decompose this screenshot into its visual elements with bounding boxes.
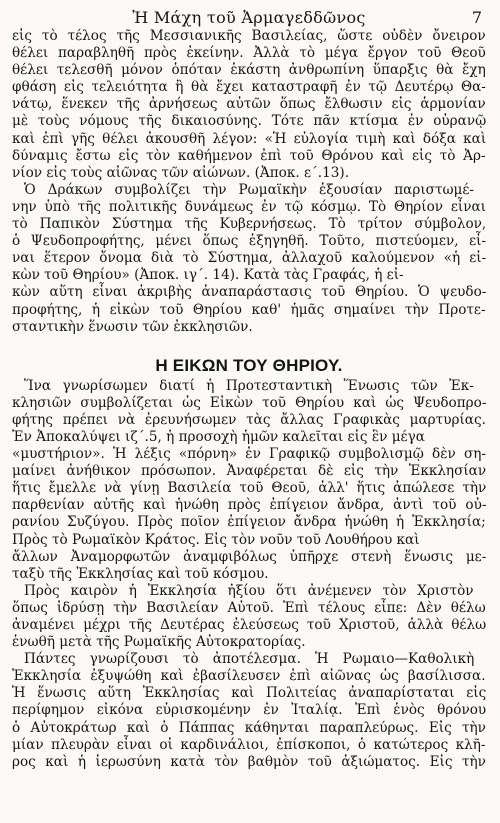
paragraph-2 <box>12 182 486 336</box>
text-line: ναι ἕτερον ὄνομα διὰ τὸ Σύστημα, ἀλλαχοῦ καλούμενον «ἡ εἰ- <box>12 250 487 267</box>
text-line: θέλει παραβληθῆ πρὸς ἐκείνην. Ἀλλὰ τὸ μέγα ἔργον τοῦ Θεοῦ <box>12 45 486 62</box>
text-line: εἰς τὸ τέλος τῆς Μεσσιανικῆς Βασιλείας, ὥστε οὐδὲν ὄνειρον <box>12 28 486 44</box>
text-line: φθάση εἰς τελειότητα ἢ θὰ ἔχει καταστραφῆ ἐν τῷ Δευτέρῳ Θα- <box>12 79 486 96</box>
text-line: τὸ Παπικὸν Σύστημα τῆς Κυβερνήσεως. Τὸ τρίτον σύμβολον, <box>12 216 487 233</box>
text-line: Πάντες γνωρίζουσι τὸ ἀποτέλεσμα. Ἡ Ρωμαιο—Καθολικὴ <box>24 651 475 668</box>
text-line: Πρὸς καιρὸν ἡ Ἐκκλησία ἠξίου ὅτι ἀνέμενεν τὸν Χριστὸν <box>24 582 474 599</box>
page-number: 7 <box>471 8 482 27</box>
text-line: φήτης πρέπει νὰ ἐρευνήσωμεν τὰς ἄλλας Γραφικὰς μαρτυρίας. <box>12 411 486 428</box>
text-line: ἥτις ἔμελλε νὰ γίνῃ Βασιλεία τοῦ Θεοῦ, ἀλλ' ἥτις ἀπώλεσε τὴν <box>12 480 487 497</box>
text-line: νην ὑπὸ τῆς πολιτικῆς δυνάμεως ἐν τῷ κόσμῳ. Τὸ Θηρίον εἶναι <box>12 198 486 215</box>
text-line: θέλει τελεσθῆ μόνον ὁπόταν ἑκάστη ἀνθρωπίνη ὕπαρξις θὰ ἔχη <box>12 62 486 79</box>
text-line: ρανίου Συζύγου. Πρὸς ποῖον ἐπίγειον ἄνδρα ἡνώθη ἡ Ἐκκλησία; <box>12 514 486 531</box>
text-line: δύναμις ἔστω εἰς τὸν καθήμενον ἐπὶ τοῦ Θρόνου καὶ εἰς τὸ Ἀρ- <box>12 147 486 164</box>
paragraph-4 <box>12 583 486 651</box>
text-line: Ἐν Ἀποκαλύψει ιζ΄.5, ἡ προσοχὴ ἡμῶν καλεῖται εἰς ἓν μέγα <box>12 428 425 445</box>
text-line: κὼν τοῦ Θηρίου» (Ἀποκ. ιγ΄. 14). Κατὰ τὰς Γραφάς, ἡ εἰ- <box>12 267 404 284</box>
text-line: παρθενίαν αὐτῆς καὶ ἡνώθη πρὸς ἐπίγειον ἄνδρα, ἀντὶ τοῦ οὐ- <box>12 497 487 514</box>
text-line: προφήτης, ἡ εἰκὼν τοῦ Θηρίου καθ' ἡμᾶς σημαίνει τὴν Προτε- <box>12 301 486 318</box>
text-line: Ὁ Δράκων συμβολίζει τὴν Ρωμαϊκὴν ἐξουσίαν παριστωμέ- <box>24 181 475 198</box>
running-title: Ἡ Μάχη τοῦ Ἀρμαγεδδῶνος <box>132 8 366 27</box>
text-line: ταξὺ τῆς Ἐκκλησίας καὶ τοῦ κόσμου. <box>12 565 269 582</box>
paragraph-5 <box>12 651 486 771</box>
text-line: Ἵνα γνωρίσωμεν διατί ἡ Προτεσταντικὴ Ἕνωσις τῶν Ἐκ- <box>24 377 474 394</box>
text-line: Ἐκκλησία ἐξυψώθη καὶ ἐβασίλευσεν ἐπὶ αἰῶνας ὡς βασίλισσα. <box>12 668 486 685</box>
text-line: μαίνει ἀνήθικον πρόσωπον. Ἀναφέρεται δὲ εἰς τὴν Ἐκκλησίαν <box>12 463 487 480</box>
text-line: μὲ τοὺς νόμους τῆς δικαιοσύνης. Τότε πᾶν κτίσμα ἐν οὐρανῷ <box>12 113 487 130</box>
text-line: ρος καὶ ἡ ἱερωσύνη κατὰ τὸν βαθμὸν τοῦ ἀξιώματος. Εἰς τὴν <box>12 753 486 770</box>
text-line: Ἡ ἕνωσις αὕτη Ἐκκλησίας καὶ Πολιτείας ἀναπαρίσταται εἰς <box>12 685 487 702</box>
text-line: ἀναμένει μέχρι τῆς Δευτέρας ἐλεύσεως τοῦ Χριστοῦ, ἀλλὰ θέλω <box>12 617 487 633</box>
text-line: καὶ ἐπὶ γῆς θέλει ἀκουσθῆ λέγον: «Ἡ εὐλογία τιμὴ καὶ δόξα καὶ <box>12 130 487 147</box>
text-line: μίαν πλευρὰν εἶναι οἱ καρδινάλιοι, ἐπίσκοποι, ὁ κατώτερος κλῆ- <box>12 736 486 753</box>
text-line: «μυστήριον». Ἡ λέξις «πόρνη» ἐν Γραφικῷ συμβολισμῷ δὲν ση- <box>12 446 486 463</box>
paragraph-1 <box>12 28 486 182</box>
section-heading: Η ΕΙΚΩΝ ΤΟΥ ΘΗΡΙΟΥ. <box>155 355 343 375</box>
text-line: Πρὸς τὸ Ρωμαϊκὸν Κράτος. Εἰς τὸν νοῦν τοῦ Λουθήρου καὶ <box>12 531 420 548</box>
running-header <box>12 6 486 28</box>
text-line: περίφημον εἰκόνα εὑρισκομένην ἐν Ἰταλίᾳ. Ἐπὶ ἑνὸς θρόνου <box>12 702 487 719</box>
text-line: νάτῳ, ἕνεκεν τῆς ἀρνήσεως αὐτῶν ὅπως ἔλθωσιν εἰς ἁρμονίαν <box>12 96 486 113</box>
paragraph-3 <box>12 378 486 583</box>
text-line: νίον εἰς τοὺς αἰῶνας τῶν αἰώνων. (Ἀποκ. ε΄.13). <box>12 164 350 181</box>
text-line: κλησιῶν συμβολίζεται ὡς Εἰκὼν τοῦ Θηρίου καὶ ὡς Ψευδοπρο- <box>12 394 487 411</box>
text-line: ἄλλων Ἀναμορφωτῶν ἀναμφιβόλως ὑπῆρχε στενὴ ἕνωσις με- <box>12 548 487 565</box>
text-line: ὁ Αὐτοκράτωρ καὶ ὁ Πάππας κάθηνται παραπλεύρως. Εἰς τὴν <box>12 719 486 736</box>
text-line: ὅπως ἱδρύσῃ τὴν Βασιλείαν Αὐτοῦ. Ἐπὶ τέλους εἶπε: Δὲν θέλω <box>12 599 486 616</box>
text-line: κὼν αὕτη εἶναι ἀκριβὴς ἀναπαράστασις τοῦ Θηρίου. Ὁ ψευδο- <box>12 284 487 301</box>
text-line: σταντικὴν ἕνωσιν τῶν ἐκκλησιῶν. <box>12 318 253 335</box>
section-gap <box>12 336 486 356</box>
text-line: ἑνωθῆ μετὰ τῆς Ρωμαϊκῆς Αὐτοκρατορίας. <box>12 634 306 651</box>
text-line: ὁ Ψευδοπροφήτης, μένει ὅπως ἐξηγηθῆ. Τοῦτο, πιστεύομεν, εἶ- <box>12 233 487 250</box>
